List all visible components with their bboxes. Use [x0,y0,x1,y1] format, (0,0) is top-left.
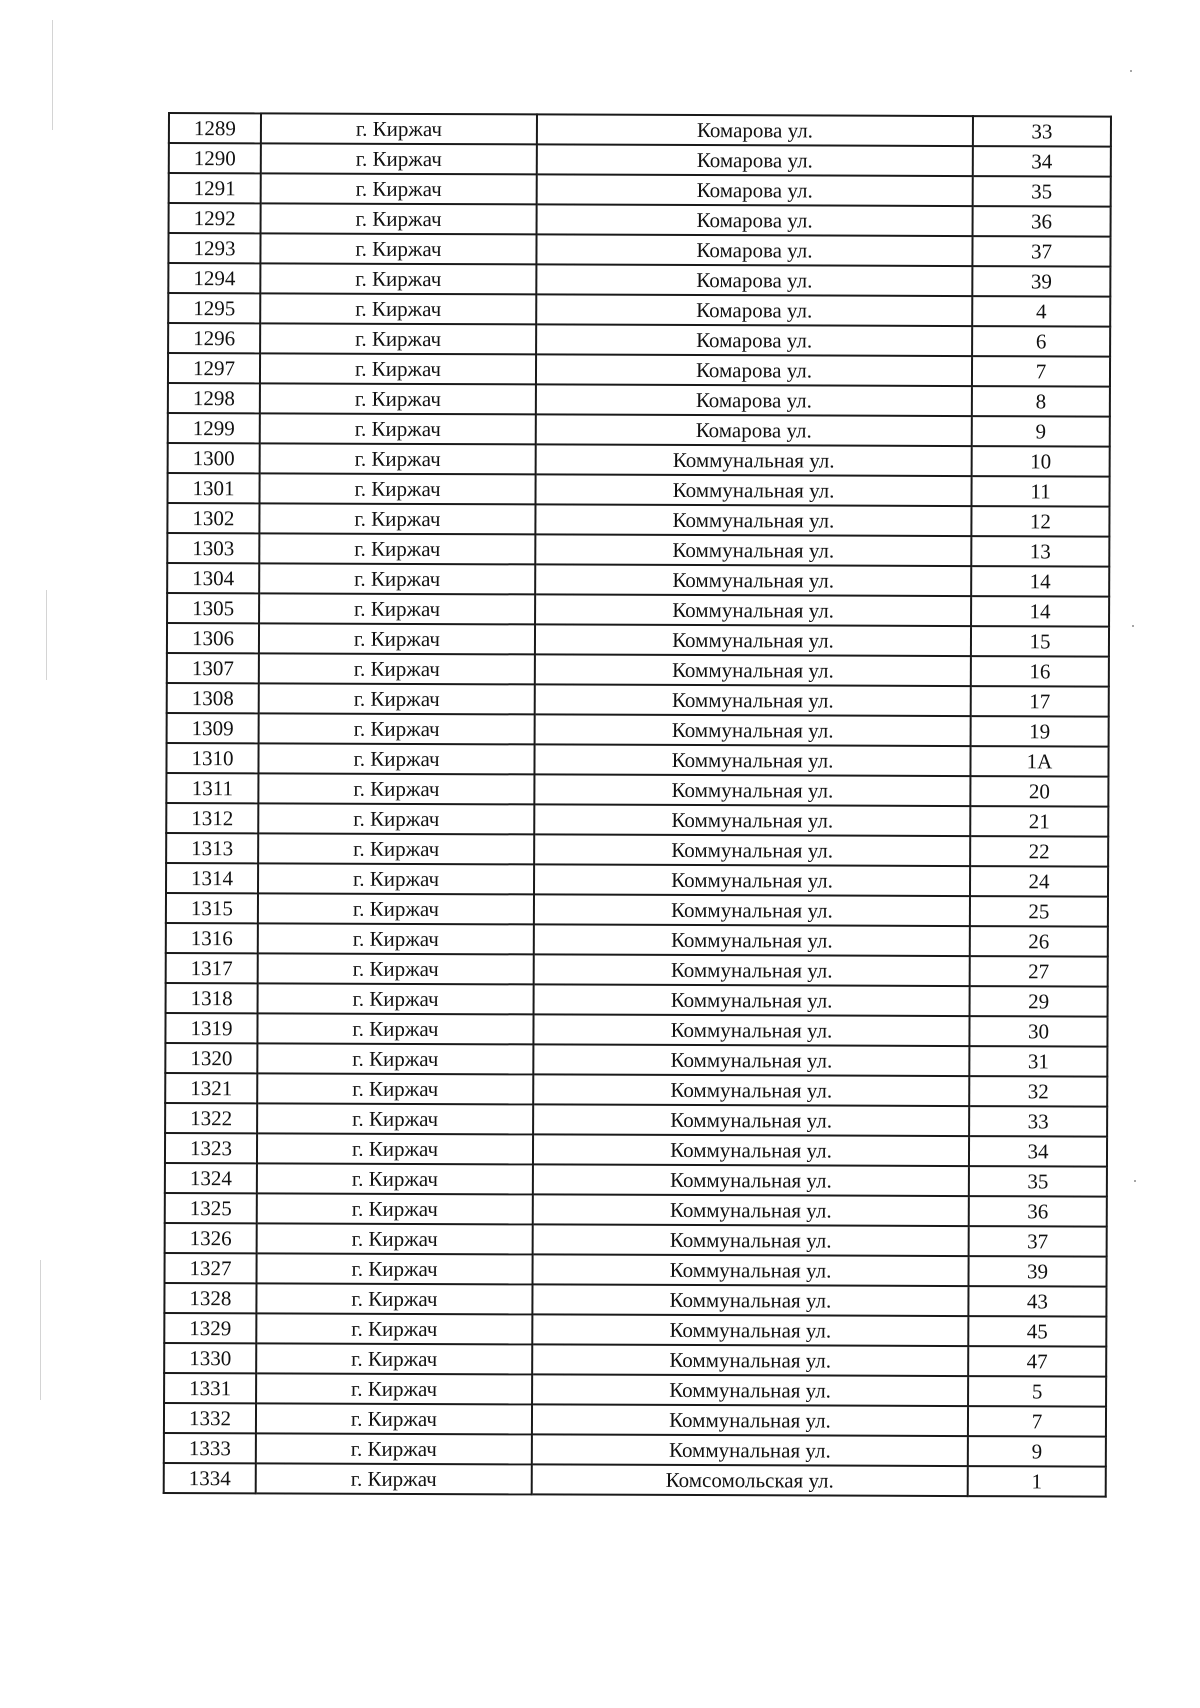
scan-artifact [46,590,47,680]
table-row [169,203,1111,237]
city-cell: г. Киржач [260,383,536,414]
table-row [168,383,1110,417]
house-number-cell: 12 [971,506,1109,537]
house-number-cell: 30 [969,1016,1107,1047]
city-cell: г. Киржач [258,953,534,984]
street-cell: Комарова ул. [537,144,973,176]
city-cell: г. Киржач [256,1463,532,1494]
street-cell: Коммунальная ул. [533,1014,969,1046]
row-number-cell: 1300 [168,443,260,473]
house-number-cell: 37 [972,236,1110,267]
table-row [166,983,1108,1017]
city-cell: г. Киржач [259,713,535,744]
house-number-cell: 34 [969,1136,1107,1167]
row-number-cell: 1311 [166,773,258,803]
table-row [167,563,1109,597]
row-number-cell: 1301 [167,473,259,503]
row-number-cell: 1321 [165,1073,257,1103]
house-number-cell: 20 [970,776,1108,807]
street-cell: Коммунальная ул. [533,1164,969,1196]
house-number-cell: 1А [970,746,1108,777]
row-number-cell: 1303 [167,533,259,563]
row-number-cell: 1324 [165,1163,257,1193]
table-row [167,533,1109,567]
house-number-cell: 9 [972,416,1110,447]
house-number-cell: 45 [968,1316,1106,1347]
house-number-cell: 47 [968,1346,1106,1377]
table-row [169,173,1111,207]
city-cell: г. Киржач [261,203,537,234]
house-number-cell: 36 [969,1196,1107,1227]
street-cell: Коммунальная ул. [534,804,970,836]
city-cell: г. Киржач [259,503,535,534]
street-cell: Коммунальная ул. [533,1194,969,1226]
table-row [165,1103,1107,1137]
street-cell: Коммунальная ул. [533,1254,969,1286]
city-cell: г. Киржач [260,293,536,324]
row-number-cell: 1310 [166,743,258,773]
street-cell: Коммунальная ул. [532,1284,968,1316]
row-number-cell: 1299 [168,413,260,443]
table-row [166,953,1108,987]
table-row [166,893,1108,927]
house-number-cell: 13 [971,536,1109,567]
row-number-cell: 1312 [166,803,258,833]
row-number-cell: 1296 [168,323,260,353]
house-number-cell: 17 [971,686,1109,717]
city-cell: г. Киржач [256,1313,532,1344]
street-cell: Коммунальная ул. [535,714,971,746]
row-number-cell: 1291 [169,173,261,203]
city-cell: г. Киржач [258,833,534,864]
row-number-cell: 1290 [169,143,261,173]
row-number-cell: 1294 [168,263,260,293]
house-number-cell: 33 [969,1106,1107,1137]
street-cell: Коммунальная ул. [535,474,971,506]
table-row [165,1073,1107,1107]
house-number-cell: 37 [969,1226,1107,1257]
table-row [165,1163,1107,1197]
street-cell: Коммунальная ул. [535,684,971,716]
house-number-cell: 15 [971,626,1109,657]
city-cell: г. Киржач [257,1223,533,1254]
city-cell: г. Киржач [261,143,537,174]
row-number-cell: 1331 [164,1373,256,1403]
house-number-cell: 35 [973,176,1111,207]
row-number-cell: 1322 [165,1103,257,1133]
row-number-cell: 1334 [164,1463,256,1493]
scan-artifact [52,20,53,130]
house-number-cell: 24 [970,866,1108,897]
city-cell: г. Киржач [257,1043,533,1074]
table-row [165,1013,1107,1047]
scan-speck [1134,1180,1136,1182]
table-row [164,1403,1106,1437]
street-cell: Комарова ул. [536,384,972,416]
city-cell: г. Киржач [259,533,535,564]
street-cell: Коммунальная ул. [532,1344,968,1376]
address-register-table [163,112,1112,1498]
house-number-cell: 16 [971,656,1109,687]
table-row [168,353,1110,387]
house-number-cell: 19 [971,716,1109,747]
table-row [167,653,1109,687]
table-row [164,1283,1106,1317]
table-row [165,1043,1107,1077]
city-cell: г. Киржач [259,473,535,504]
city-cell: г. Киржач [259,653,535,684]
table-row [168,263,1110,297]
row-number-cell: 1293 [168,233,260,263]
table-row [164,1433,1106,1467]
house-number-cell: 4 [972,296,1110,327]
scan-speck [1132,625,1134,627]
house-number-cell: 29 [970,986,1108,1017]
street-cell: Коммунальная ул. [535,564,971,596]
street-cell: Коммунальная ул. [535,504,971,536]
street-cell: Комарова ул. [536,324,972,356]
table-row [168,443,1110,477]
house-number-cell: 32 [969,1076,1107,1107]
street-cell: Коммунальная ул. [534,954,970,986]
street-cell: Коммунальная ул. [533,1134,969,1166]
street-cell: Комарова ул. [537,114,973,146]
table-row [166,923,1108,957]
street-cell: Коммунальная ул. [533,1074,969,1106]
house-number-cell: 39 [972,266,1110,297]
city-cell: г. Киржач [257,1013,533,1044]
city-cell: г. Киржач [258,863,534,894]
city-cell: г. Киржач [260,443,536,474]
table-row [164,1313,1106,1347]
house-number-cell: 33 [973,116,1111,147]
row-number-cell: 1297 [168,353,260,383]
table-row [166,863,1108,897]
street-cell: Коммунальная ул. [534,774,970,806]
street-cell: Коммунальная ул. [534,894,970,926]
scan-speck [1130,70,1132,72]
table-row [169,143,1111,177]
table-row [164,1373,1106,1407]
table-row [166,773,1108,807]
house-number-cell: 14 [971,566,1109,597]
house-number-cell: 11 [971,476,1109,507]
street-cell: Комарова ул. [536,294,972,326]
scan-artifact [40,1260,41,1400]
street-cell: Коммунальная ул. [534,924,970,956]
row-number-cell: 1317 [166,953,258,983]
house-number-cell: 34 [973,146,1111,177]
row-number-cell: 1330 [164,1343,256,1373]
city-cell: г. Киржач [258,743,534,774]
city-cell: г. Киржач [257,1253,533,1284]
house-number-cell: 7 [972,356,1110,387]
street-cell: Комарова ул. [537,174,973,206]
table-row [168,413,1110,447]
city-cell: г. Киржач [258,773,534,804]
row-number-cell: 1289 [169,113,261,143]
street-cell: Коммунальная ул. [533,1044,969,1076]
city-cell: г. Киржач [258,923,534,954]
city-cell: г. Киржач [256,1403,532,1434]
row-number-cell: 1333 [164,1433,256,1463]
street-cell: Коммунальная ул. [536,444,972,476]
house-number-cell: 14 [971,596,1109,627]
house-number-cell: 39 [968,1256,1106,1287]
row-number-cell: 1316 [166,923,258,953]
row-number-cell: 1292 [169,203,261,233]
city-cell: г. Киржач [260,353,536,384]
city-cell: г. Киржач [260,233,536,264]
row-number-cell: 1332 [164,1403,256,1433]
table-row [167,503,1109,537]
house-number-cell: 5 [968,1376,1106,1407]
house-number-cell: 6 [972,326,1110,357]
street-cell: Коммунальная ул. [535,624,971,656]
row-number-cell: 1305 [167,593,259,623]
row-number-cell: 1314 [166,863,258,893]
city-cell: г. Киржач [257,1193,533,1224]
row-number-cell: 1313 [166,833,258,863]
street-cell: Коммунальная ул. [534,744,970,776]
row-number-cell: 1320 [165,1043,257,1073]
table-row [168,323,1110,357]
table-row [167,713,1109,747]
table-row [169,113,1111,147]
row-number-cell: 1295 [168,293,260,323]
city-cell: г. Киржач [260,413,536,444]
city-cell: г. Киржач [257,1073,533,1104]
table-row [167,473,1109,507]
street-cell: Комарова ул. [536,354,972,386]
row-number-cell: 1325 [165,1193,257,1223]
city-cell: г. Киржач [256,1433,532,1464]
row-number-cell: 1327 [165,1253,257,1283]
city-cell: г. Киржач [261,113,537,144]
city-cell: г. Киржач [259,593,535,624]
row-number-cell: 1309 [167,713,259,743]
table-row [165,1193,1107,1227]
city-cell: г. Киржач [260,323,536,354]
table-row [166,803,1108,837]
house-number-cell: 1 [968,1466,1106,1497]
row-number-cell: 1308 [167,683,259,713]
table-row [168,293,1110,327]
row-number-cell: 1315 [166,893,258,923]
row-number-cell: 1319 [165,1013,257,1043]
row-number-cell: 1323 [165,1133,257,1163]
row-number-cell: 1304 [167,563,259,593]
row-number-cell: 1326 [165,1223,257,1253]
city-cell: г. Киржач [258,983,534,1014]
house-number-cell: 7 [968,1406,1106,1437]
street-cell: Комарова ул. [536,234,972,266]
street-cell: Комарова ул. [536,414,972,446]
city-cell: г. Киржач [259,683,535,714]
street-cell: Комарова ул. [537,204,973,236]
street-cell: Коммунальная ул. [532,1434,968,1466]
house-number-cell: 8 [972,386,1110,417]
city-cell: г. Киржач [257,1163,533,1194]
street-cell: Коммунальная ул. [534,984,970,1016]
table-row [166,743,1108,777]
row-number-cell: 1328 [164,1283,256,1313]
table-row [167,593,1109,627]
row-number-cell: 1306 [167,623,259,653]
street-cell: Коммунальная ул. [532,1314,968,1346]
city-cell: г. Киржач [256,1373,532,1404]
city-cell: г. Киржач [260,263,536,294]
row-number-cell: 1298 [168,383,260,413]
house-number-cell: 35 [969,1166,1107,1197]
table-row [164,1343,1106,1377]
house-number-cell: 25 [970,896,1108,927]
row-number-cell: 1307 [167,653,259,683]
house-number-cell: 9 [968,1436,1106,1467]
table-row [165,1133,1107,1167]
table-row [165,1253,1107,1287]
street-cell: Комсомольская ул. [532,1464,968,1496]
table-row [165,1223,1107,1257]
table-row [167,623,1109,657]
street-cell: Комарова ул. [536,264,972,296]
city-cell: г. Киржач [258,803,534,834]
house-number-cell: 26 [970,926,1108,957]
city-cell: г. Киржач [259,563,535,594]
street-cell: Коммунальная ул. [534,864,970,896]
street-cell: Коммунальная ул. [534,834,970,866]
street-cell: Коммунальная ул. [532,1404,968,1436]
house-number-cell: 10 [972,446,1110,477]
city-cell: г. Киржач [259,623,535,654]
table-row [168,233,1110,267]
table-row [164,1463,1106,1497]
house-number-cell: 43 [968,1286,1106,1317]
city-cell: г. Киржач [256,1343,532,1374]
row-number-cell: 1329 [164,1313,256,1343]
house-number-cell: 31 [969,1046,1107,1077]
city-cell: г. Киржач [261,173,537,204]
house-number-cell: 36 [973,206,1111,237]
house-number-cell: 21 [970,806,1108,837]
street-cell: Коммунальная ул. [535,534,971,566]
row-number-cell: 1318 [166,983,258,1013]
city-cell: г. Киржач [256,1283,532,1314]
city-cell: г. Киржач [257,1133,533,1164]
house-number-cell: 27 [970,956,1108,987]
house-number-cell: 22 [970,836,1108,867]
street-cell: Коммунальная ул. [535,654,971,686]
city-cell: г. Киржач [257,1103,533,1134]
city-cell: г. Киржач [258,893,534,924]
register-body [164,113,1111,1497]
street-cell: Коммунальная ул. [533,1104,969,1136]
table-row [166,833,1108,867]
table-row [167,683,1109,717]
street-cell: Коммунальная ул. [535,594,971,626]
row-number-cell: 1302 [167,503,259,533]
street-cell: Коммунальная ул. [532,1374,968,1406]
street-cell: Коммунальная ул. [533,1224,969,1256]
